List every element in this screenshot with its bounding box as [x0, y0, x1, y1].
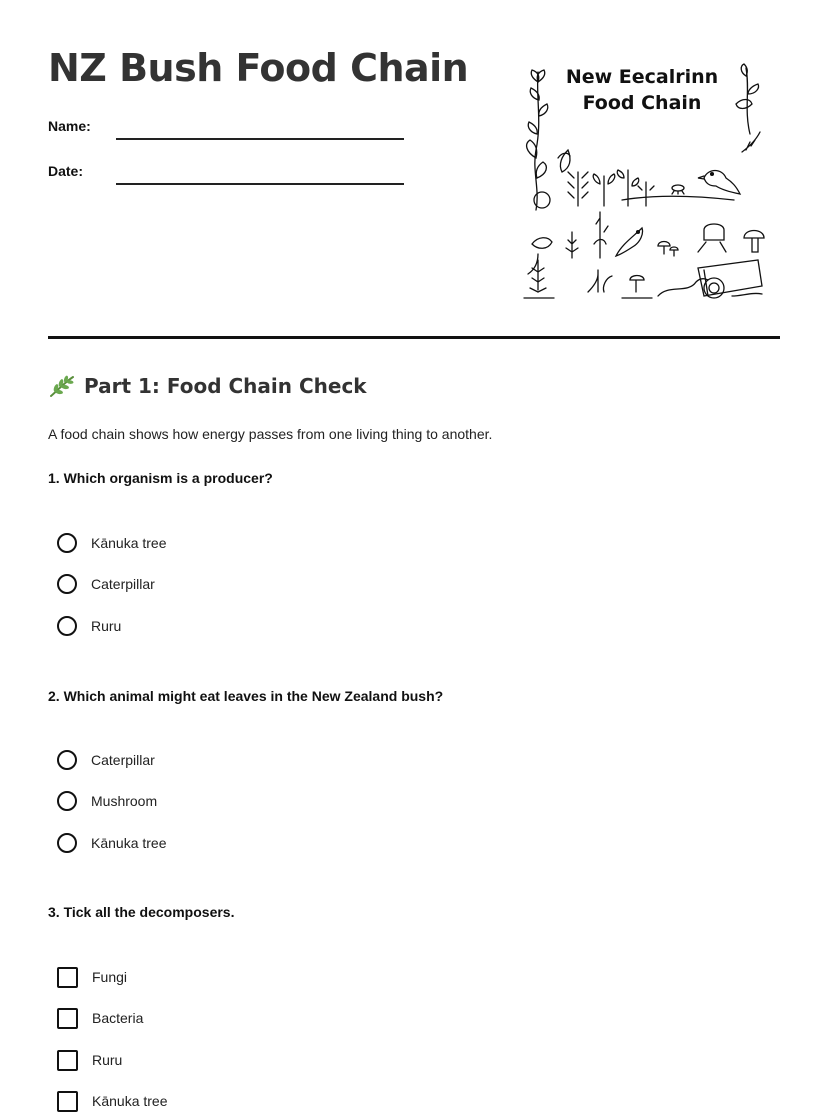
- illustration-title-line1: New Eecalrinn: [565, 66, 719, 88]
- q3-option-4[interactable]: [57, 1089, 168, 1113]
- illustration-title-line2: Food Chain: [582, 92, 702, 114]
- checkbox[interactable]: [57, 1091, 78, 1112]
- part1-intro: A food chain shows how energy passes from one living thing to another.: [48, 426, 493, 442]
- name-field[interactable]: [48, 118, 408, 140]
- option-label: Kānuka tree: [92, 1093, 168, 1109]
- radio-button[interactable]: [57, 533, 77, 553]
- option-label: Caterpillar: [91, 576, 155, 592]
- option-label: Fungi: [92, 969, 128, 985]
- q3-option-1[interactable]: [57, 965, 127, 989]
- q1-option-1[interactable]: [57, 531, 167, 555]
- q3-option-2[interactable]: [57, 1006, 143, 1030]
- option-label: Ruru: [92, 1052, 123, 1068]
- question-3: 3. Tick all the decomposers.: [48, 904, 235, 920]
- option-label: Mushroom: [91, 793, 158, 809]
- option-label: Ruru: [91, 618, 122, 634]
- q1-option-3[interactable]: [57, 614, 121, 638]
- radio-button[interactable]: [57, 750, 77, 770]
- fern-leaf-icon: [48, 374, 76, 398]
- radio-button[interactable]: [57, 791, 77, 811]
- checkbox[interactable]: [57, 1008, 78, 1029]
- radio-button[interactable]: [57, 574, 77, 594]
- option-label: Caterpillar: [91, 752, 155, 768]
- option-label: Kānuka tree: [91, 835, 167, 851]
- option-label: Bacteria: [92, 1010, 144, 1026]
- radio-button[interactable]: [57, 616, 77, 636]
- bush-drawing-icon: [518, 60, 778, 306]
- q3-option-3[interactable]: [57, 1048, 122, 1072]
- q2-option-2[interactable]: [57, 789, 157, 813]
- radio-button[interactable]: [57, 833, 77, 853]
- name-label: Name:: [48, 118, 91, 134]
- checkbox[interactable]: [57, 1050, 78, 1071]
- q2-option-3[interactable]: [57, 831, 167, 855]
- question-1: 1. Which organism is a producer?: [48, 470, 273, 486]
- part1-heading-text: Part 1: Food Chain Check: [84, 374, 367, 398]
- q2-option-1[interactable]: [57, 748, 155, 772]
- question-2: 2. Which animal might eat leaves in the New Zealand bush?: [48, 688, 444, 704]
- checkbox[interactable]: [57, 967, 78, 988]
- q1-option-2[interactable]: [57, 572, 155, 596]
- page-title: NZ Bush Food Chain: [48, 46, 469, 90]
- part1-heading: [48, 374, 367, 398]
- option-label: Kānuka tree: [91, 535, 167, 551]
- date-field[interactable]: [48, 163, 408, 185]
- name-line[interactable]: [116, 138, 404, 140]
- section-divider: [48, 336, 780, 339]
- food-chain-illustration: [518, 60, 778, 306]
- date-line[interactable]: [116, 183, 404, 185]
- date-label: Date:: [48, 163, 84, 179]
